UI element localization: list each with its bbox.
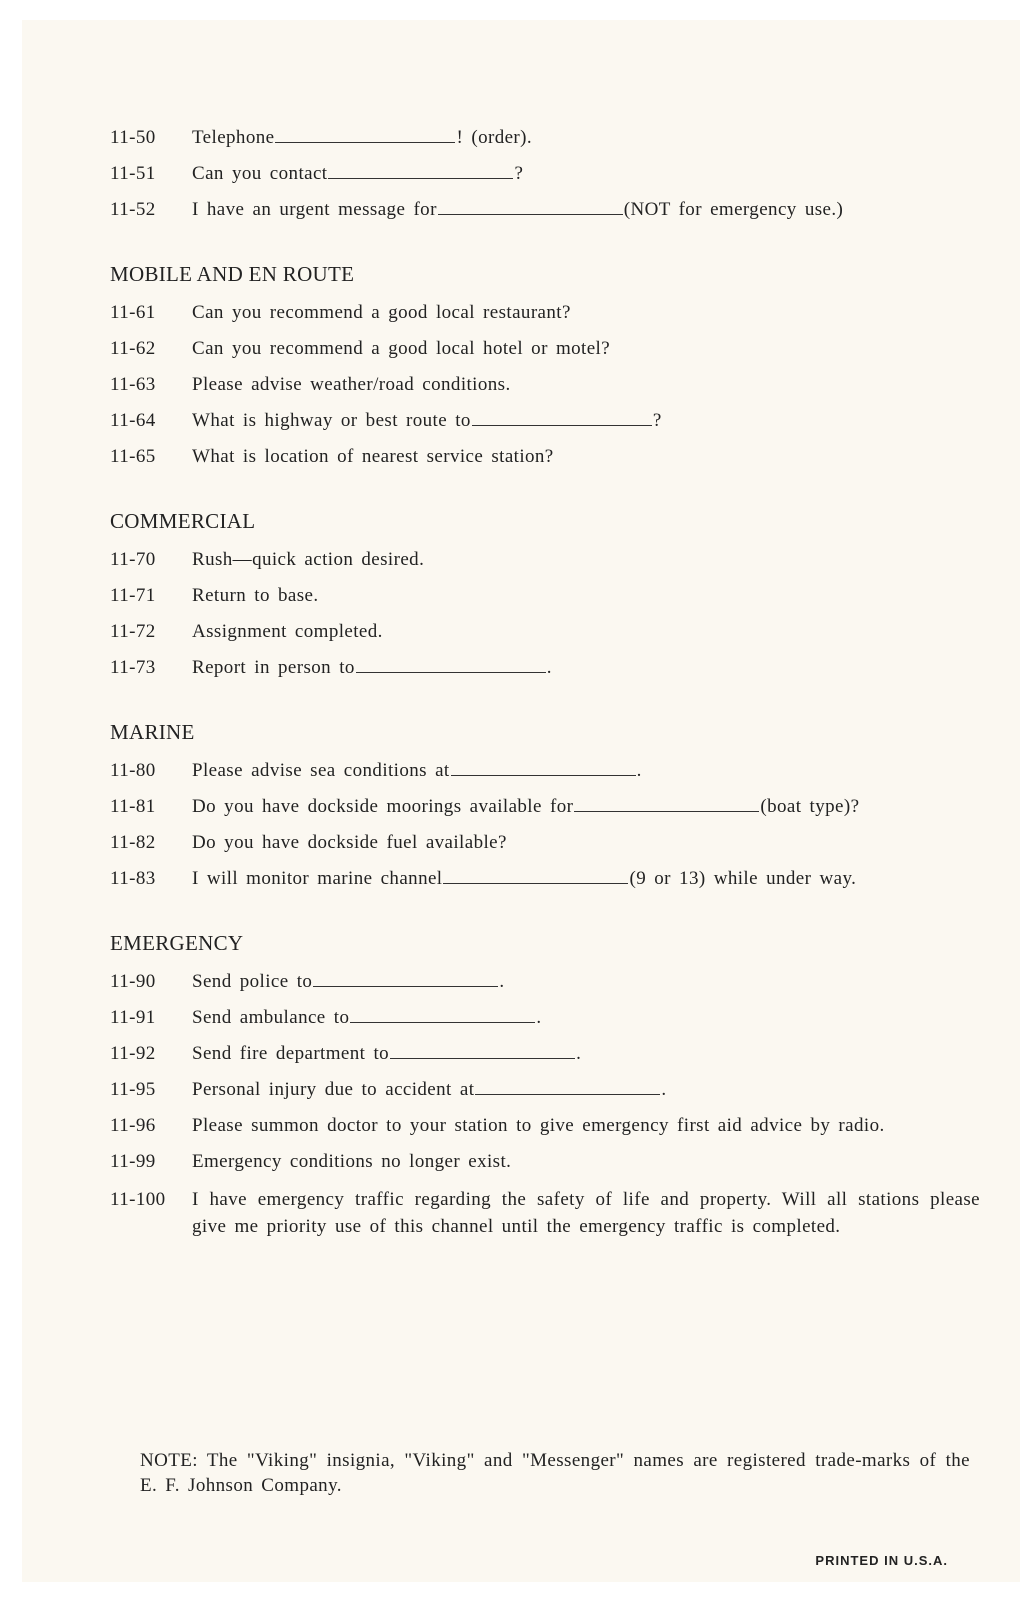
code-description: I will monitor marine channel (9 or 13) while under way. [192, 868, 857, 889]
code-number: 11-61 [110, 302, 156, 323]
code-number: 11-96 [110, 1115, 156, 1136]
code-number: 11-52 [110, 199, 156, 220]
fill-in-blank [313, 971, 498, 987]
fill-in-blank [390, 1043, 575, 1059]
code-row [110, 156, 980, 192]
code-number: 11-99 [110, 1151, 156, 1172]
code-row [110, 1180, 980, 1240]
code-description: Can you recommend a good local restaurant? [192, 302, 571, 323]
code-row [110, 439, 980, 475]
code-description: Do you have dockside fuel available? [192, 832, 507, 853]
section-marine [110, 720, 980, 897]
code-number: 11-83 [110, 868, 156, 889]
code-number: 11-63 [110, 374, 156, 395]
code-row [110, 1000, 980, 1036]
fill-in-blank [350, 1007, 535, 1023]
code-number: 11-92 [110, 1043, 156, 1064]
code-number: 11-71 [110, 585, 156, 606]
fill-in-blank [475, 1079, 660, 1095]
code-number: 11-100 [110, 1189, 166, 1210]
code-description: I have an urgent message for (NOT for emergency use.) [192, 199, 844, 220]
code-number: 11-73 [110, 657, 156, 678]
fill-in-blank [574, 796, 759, 812]
code-row [110, 367, 980, 403]
code-number: 11-81 [110, 796, 156, 817]
section-emergency [110, 931, 980, 1240]
document-page [22, 20, 1020, 1582]
section-general [110, 120, 980, 228]
fill-in-blank [443, 868, 628, 884]
code-row [110, 578, 980, 614]
code-number: 11-91 [110, 1007, 156, 1028]
code-row [110, 120, 980, 156]
code-description: I have emergency traffic regarding the safety of life and property. Will all stations please give me priority use of this channel until the emergency traffic is completed. [192, 1189, 980, 1237]
fill-in-blank [472, 410, 652, 426]
code-row [110, 789, 980, 825]
code-description: Rush—quick action desired. [192, 549, 425, 570]
fill-in-blank [275, 127, 455, 143]
code-row [110, 861, 980, 897]
fill-in-blank [451, 760, 636, 776]
code-row [110, 1144, 980, 1180]
code-row [110, 192, 980, 228]
code-description: What is highway or best route to ? [192, 410, 662, 431]
code-description: Personal injury due to accident at . [192, 1079, 667, 1100]
section-heading: EMERGENCY [110, 931, 244, 955]
fill-in-blank [356, 657, 546, 673]
code-number: 11-50 [110, 127, 156, 148]
code-description: Send police to . [192, 971, 505, 992]
code-number: 11-95 [110, 1079, 156, 1100]
code-number: 11-80 [110, 760, 156, 781]
code-row [110, 1108, 980, 1144]
section-heading: COMMERCIAL [110, 509, 256, 533]
code-row [110, 1036, 980, 1072]
section-heading: MARINE [110, 720, 195, 744]
code-number: 11-82 [110, 832, 156, 853]
code-description: What is location of nearest service station? [192, 446, 554, 467]
code-row [110, 542, 980, 578]
code-number: 11-90 [110, 971, 156, 992]
code-number: 11-72 [110, 621, 156, 642]
code-description: Send ambulance to . [192, 1007, 542, 1028]
fill-in-blank [328, 163, 513, 179]
code-row [110, 614, 980, 650]
code-row [110, 331, 980, 367]
code-number: 11-62 [110, 338, 156, 359]
code-number: 11-65 [110, 446, 156, 467]
code-row [110, 403, 980, 439]
trademark-note: NOTE: The "Viking" insignia, "Viking" and "Messenger" names are registered trade-marks of the E. F. Johnson Company. [140, 1450, 970, 1496]
printed-in-label: PRINTED IN U.S.A. [815, 1553, 948, 1568]
code-description: Please advise weather/road conditions. [192, 374, 511, 395]
code-description: Telephone ! (order). [192, 127, 533, 148]
code-number: 11-64 [110, 410, 156, 431]
fill-in-blank [438, 199, 623, 215]
code-row [110, 1072, 980, 1108]
code-description: Can you recommend a good local hotel or motel? [192, 338, 611, 359]
code-description: Emergency conditions no longer exist. [192, 1151, 512, 1172]
code-description: Do you have dockside moorings available for (boat type)? [192, 796, 860, 817]
code-description: Assignment completed. [192, 621, 383, 642]
code-description: Return to base. [192, 585, 319, 606]
section-mobile [110, 262, 980, 475]
code-description: Please advise sea conditions at . [192, 760, 642, 781]
code-description: Report in person to . [192, 657, 552, 678]
code-description: Please summon doctor to your station to give emergency first aid advice by radio. [192, 1115, 885, 1136]
section-heading: MOBILE AND EN ROUTE [110, 262, 355, 286]
code-number: 11-51 [110, 163, 156, 184]
code-row [110, 964, 980, 1000]
code-description: Can you contact ? [192, 163, 524, 184]
code-row [110, 295, 980, 331]
code-row [110, 825, 980, 861]
code-list [110, 120, 980, 1274]
section-commercial [110, 509, 980, 686]
code-number: 11-70 [110, 549, 156, 570]
code-row [110, 650, 980, 686]
code-row [110, 753, 980, 789]
code-description: Send fire department to . [192, 1043, 582, 1064]
